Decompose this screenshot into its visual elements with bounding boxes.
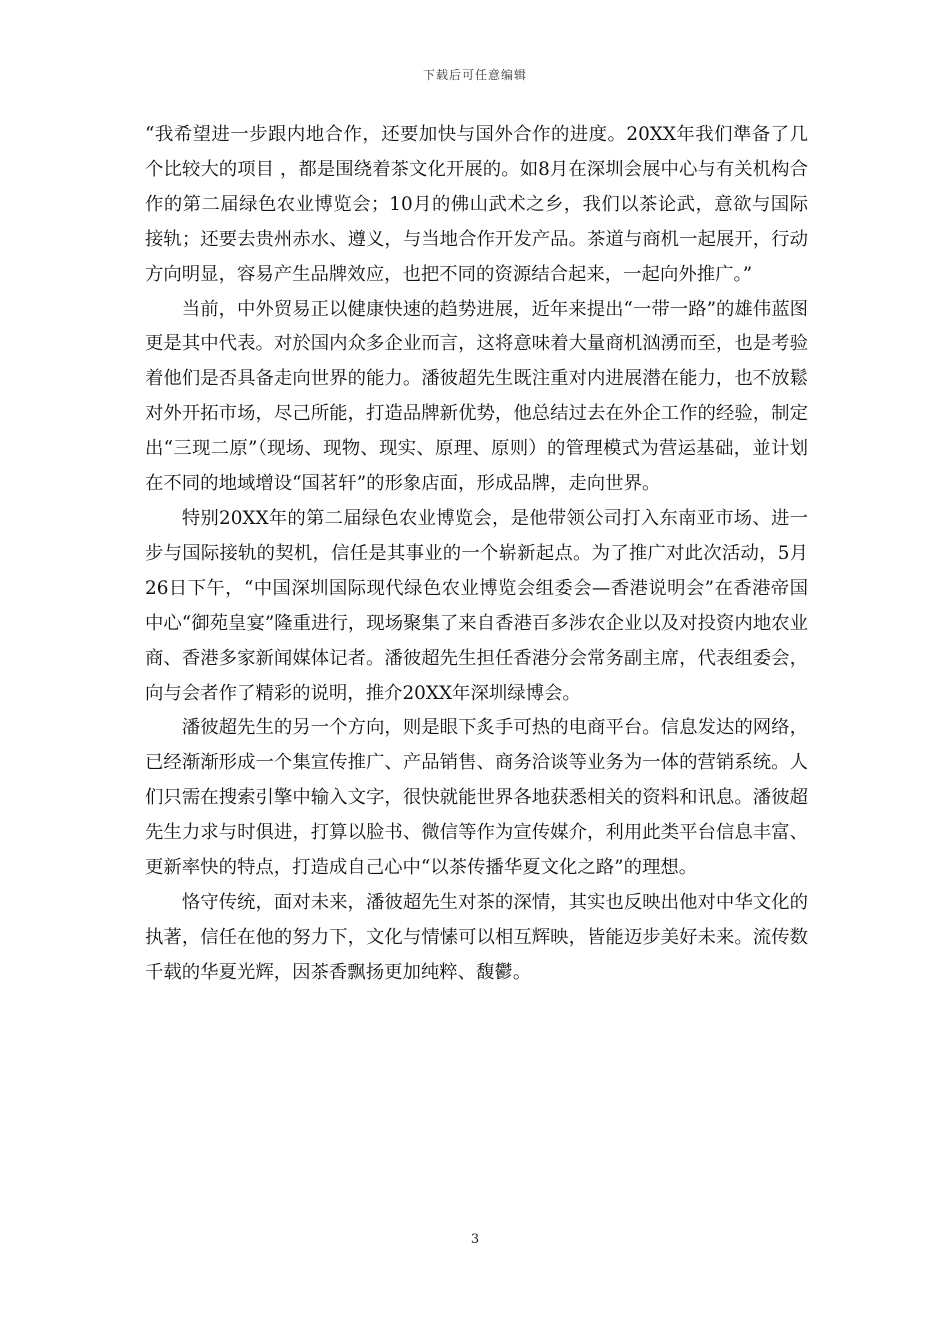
paragraph-quote: “我希望进一步跟内地合作，还要加快与国外合作的进度。20XX年我们準备了几个比较大的项目 ，都是围绕着茶文化开展的。如8月在深圳会展中心与有关机构合作的第二届绿色农业博览会；10月的佛山武术之乡，我们以茶论武，意欲与国际接轨；还要去贵州赤水、遵义，与当地合作开发产品。茶道与商机一起展开，行动方向明显，容易产生品牌效应，也把不同的资源结合起来，一起向外推广。” — [145, 124, 808, 285]
paragraph-conclusion: 恪守传统，面对未来，潘彼超先生对茶的深情，其实也反映出他对中华文化的执著，信任在他的努力下，文化与情愫可以相互辉映，皆能迈步美好未来。流传数千载的华夏光辉，因茶香飘扬更加纯粹、馥鬱。 — [145, 891, 808, 983]
document-body — [145, 118, 808, 991]
page-number: 3 — [470, 1232, 480, 1247]
page-header: 下载后可任意编辑 — [422, 68, 527, 82]
paragraph-expo: 特别20XX年的第二届绿色农业博览会，是他带领公司打入东南亚市场、进一步与国际接轨的契机，信任是其事业的一个崭新起点。为了推广对此次活动，5月26日下午，“中国深圳国际现代绿色农业博览会组委会—香港说明会”在香港帝国中心“御苑皇宴”隆重进行，现场聚集了来自香港百多涉农企业以及对投资内地农业商、香港多家新闻媒体记者。潘彼超先生担任香港分会常务副主席，代表组委会，向与会者作了精彩的说明，推介20XX年深圳绿博会。 — [145, 507, 808, 704]
paragraph-ecommerce: 潘彼超先生的另一个方向，则是眼下炙手可热的电商平台。信息发达的网络，已经渐渐形成一个集宣传推广、产品销售、商务洽谈等业务为一体的营销系统。人们只需在搜索引擎中输入文字，很快就能世界各地获悉相关的资料和讯息。潘彼超先生力求与时俱进，打算以脸书、微信等作为宣传媒介，利用此类平台信息丰富、更新率快的特点，打造成自己心中“以茶传播华夏文化之路”的理想。 — [145, 717, 808, 879]
paragraph-trade: 当前，中外贸易正以健康快速的趋势进展，近年来提出“一带一路”的雄伟蓝图更是其中代表。对於国内众多企业而言，这将意味着大量商机汹湧而至，也是考验着他们是否具备走向世界的能力。潘彼超先生既注重对内进展潜在能力，也不放鬆对外开拓市场，尽己所能，打造品牌新优势，他总结过去在外企工作的经验，制定出“三现二原”（现场、现物、现实、原理、原则）的管理模式为营运基础，並计划在不同的地域增设“国茗轩”的形象店面，形成品牌，走向世界。 — [145, 298, 808, 495]
